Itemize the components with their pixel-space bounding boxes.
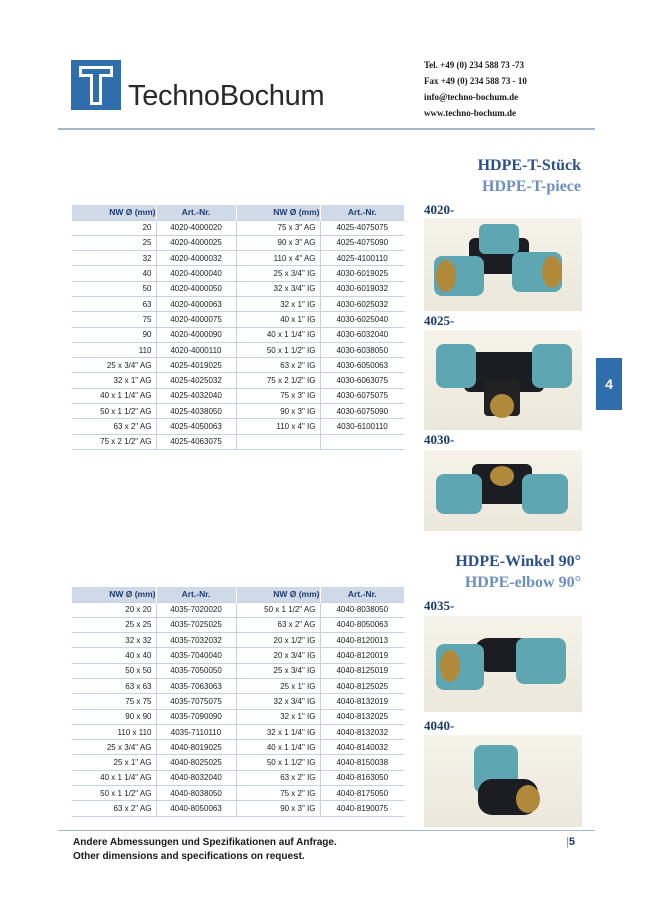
table-row bbox=[72, 724, 404, 739]
cell-nominal-size: 75 x 75 bbox=[72, 694, 156, 709]
contact-email[interactable]: info@techno-bochum.de bbox=[424, 92, 519, 102]
cell-article-number: 4035-7040040 bbox=[156, 648, 236, 663]
cell-article-number: 4035-7090090 bbox=[156, 709, 236, 724]
code-label-4035: 4035- bbox=[424, 598, 455, 613]
cell-article-number: 4040-8125025 bbox=[320, 678, 404, 693]
cell-nominal-size: 90 x 3" IG bbox=[236, 404, 320, 419]
cell-nominal-size: 50 x 1 1/2" AG bbox=[236, 602, 320, 617]
cell-nominal-size: 25 x 1" IG bbox=[236, 678, 320, 693]
cell-nominal-size: 75 x 2" IG bbox=[236, 786, 320, 801]
table-row bbox=[72, 251, 404, 266]
cell-article-number: 4030-6032040 bbox=[320, 327, 404, 342]
footer-note bbox=[73, 836, 337, 864]
cell-nominal-size: 25 bbox=[72, 235, 156, 250]
cell-nominal-size: 40 x 1 1/4" IG bbox=[236, 740, 320, 755]
col-header-nw: NW Ø (mm) bbox=[72, 587, 156, 602]
cell-nominal-size: 25 x 25 bbox=[72, 617, 156, 632]
cell-nominal-size: 32 x 3/4" IG bbox=[236, 281, 320, 296]
table-row bbox=[72, 755, 404, 770]
table-row bbox=[72, 786, 404, 801]
table-row bbox=[72, 740, 404, 755]
elbow-spec-table bbox=[72, 587, 404, 817]
code-label-4020: 4020- bbox=[424, 202, 455, 217]
cell-article-number: 4030-6038050 bbox=[320, 342, 404, 357]
cell-article-number: 4025-4075075 bbox=[320, 220, 404, 235]
code-label-4040: 4040- bbox=[424, 718, 455, 733]
cell-nominal-size: 110 x 110 bbox=[72, 724, 156, 739]
table-row bbox=[72, 220, 404, 235]
cell-article-number: 4030-6075090 bbox=[320, 404, 404, 419]
footer-note-en: Other dimensions and specifications on request. bbox=[73, 851, 305, 862]
cell-article-number: 4040-8140032 bbox=[320, 740, 404, 755]
table-row bbox=[72, 388, 404, 403]
cell-article-number: 4025-4050063 bbox=[156, 419, 236, 434]
tee-spec-table bbox=[72, 205, 404, 450]
cell-nominal-size: 75 x 2 1/2" AG bbox=[72, 434, 156, 449]
col-header-art: Art.-Nr. bbox=[320, 587, 404, 602]
table-row bbox=[72, 404, 404, 419]
cell-nominal-size: 63 x 2" AG bbox=[236, 617, 320, 632]
cell-nominal-size: 50 x 50 bbox=[72, 663, 156, 678]
col-header-art: Art.-Nr. bbox=[320, 205, 404, 220]
section2-title-en: HDPE-elbow 90° bbox=[464, 574, 581, 591]
cell-nominal-size: 25 x 3/4" IG bbox=[236, 663, 320, 678]
cell-article-number: 4040-8125019 bbox=[320, 663, 404, 678]
cell-article-number: 4025-4075090 bbox=[320, 235, 404, 250]
table-row bbox=[72, 358, 404, 373]
cell-nominal-size: 25 x 3/4" AG bbox=[72, 740, 156, 755]
footer-divider bbox=[58, 830, 595, 831]
cell-nominal-size: 40 x 1" IG bbox=[236, 312, 320, 327]
cell-article-number: 4025-4100110 bbox=[320, 251, 404, 266]
cell-nominal-size: 20 bbox=[72, 220, 156, 235]
table-header-row bbox=[72, 205, 404, 220]
section1-title-en: HDPE-T-piece bbox=[482, 178, 581, 195]
cell-nominal-size: 25 x 1" AG bbox=[72, 755, 156, 770]
cell-nominal-size: 50 x 1 1/2" IG bbox=[236, 755, 320, 770]
cell-article-number: 4030-6025032 bbox=[320, 296, 404, 311]
cell-nominal-size: 63 bbox=[72, 296, 156, 311]
table-row bbox=[72, 663, 404, 678]
cell-nominal-size: 32 x 32 bbox=[72, 633, 156, 648]
table-row bbox=[72, 373, 404, 388]
cell-article-number: 4025-4032040 bbox=[156, 388, 236, 403]
table-row bbox=[72, 419, 404, 434]
cell-nominal-size: 90 x 3" IG bbox=[236, 801, 320, 816]
cell-nominal-size bbox=[236, 434, 320, 449]
cell-nominal-size: 32 bbox=[72, 251, 156, 266]
cell-article-number: 4035-7020020 bbox=[156, 602, 236, 617]
table-row bbox=[72, 434, 404, 449]
contact-website[interactable]: www.techno-bochum.de bbox=[424, 108, 517, 118]
cell-article-number: 4020-4000110 bbox=[156, 342, 236, 357]
cell-nominal-size: 20 x 1/2" IG bbox=[236, 633, 320, 648]
cell-article-number: 4040-8038050 bbox=[320, 602, 404, 617]
cell-article-number bbox=[320, 434, 404, 449]
cell-article-number: 4030-6100110 bbox=[320, 419, 404, 434]
table-row bbox=[72, 633, 404, 648]
cell-article-number: 4040-8019025 bbox=[156, 740, 236, 755]
cell-article-number: 4030-6063075 bbox=[320, 373, 404, 388]
cell-article-number: 4030-6075075 bbox=[320, 388, 404, 403]
table-header-row bbox=[72, 587, 404, 602]
cell-article-number: 4020-4000020 bbox=[156, 220, 236, 235]
cell-nominal-size: 110 bbox=[72, 342, 156, 357]
table-row bbox=[72, 342, 404, 357]
cell-nominal-size: 63 x 63 bbox=[72, 678, 156, 693]
cell-nominal-size: 75 x 3" AG bbox=[236, 220, 320, 235]
cell-nominal-size: 32 x 1" AG bbox=[72, 373, 156, 388]
cell-nominal-size: 50 x 1 1/2" AG bbox=[72, 786, 156, 801]
col-header-art: Art.-Nr. bbox=[156, 205, 236, 220]
cell-article-number: 4040-8163050 bbox=[320, 770, 404, 785]
product-photo-tee-4020 bbox=[424, 218, 582, 311]
cell-article-number: 4040-8175050 bbox=[320, 786, 404, 801]
table-row bbox=[72, 648, 404, 663]
cell-article-number: 4035-7110110 bbox=[156, 724, 236, 739]
cell-article-number: 4040-8038050 bbox=[156, 786, 236, 801]
cell-nominal-size: 50 bbox=[72, 281, 156, 296]
cell-article-number: 4040-8050063 bbox=[320, 617, 404, 632]
table-row bbox=[72, 266, 404, 281]
table-row bbox=[72, 678, 404, 693]
section1-title-de: HDPE-T-Stück bbox=[477, 157, 581, 174]
table-row bbox=[72, 617, 404, 632]
cell-nominal-size: 25 x 3/4" IG bbox=[236, 266, 320, 281]
cell-nominal-size: 32 x 1" IG bbox=[236, 709, 320, 724]
header-divider bbox=[58, 128, 595, 130]
cell-article-number: 4040-8025025 bbox=[156, 755, 236, 770]
cell-article-number: 4040-8050063 bbox=[156, 801, 236, 816]
table-row bbox=[72, 327, 404, 342]
cell-nominal-size: 63 x 2" IG bbox=[236, 358, 320, 373]
table-row bbox=[72, 709, 404, 724]
page-number-value: 5 bbox=[568, 836, 575, 848]
cell-nominal-size: 75 bbox=[72, 312, 156, 327]
cell-nominal-size: 20 x 3/4" IG bbox=[236, 648, 320, 663]
cell-article-number: 4035-7063063 bbox=[156, 678, 236, 693]
cell-nominal-size: 40 bbox=[72, 266, 156, 281]
cell-nominal-size: 90 x 3" AG bbox=[236, 235, 320, 250]
contact-phone: Tel. +49 (0) 234 588 73 -73 bbox=[424, 60, 525, 70]
col-header-nw: NW Ø (mm) bbox=[236, 205, 320, 220]
footer-note-de: Andere Abmessungen und Spezifikationen auf Anfrage. bbox=[73, 837, 337, 848]
cell-article-number: 4040-8032040 bbox=[156, 770, 236, 785]
page-number: |5 bbox=[566, 836, 575, 848]
table-row bbox=[72, 312, 404, 327]
table-row bbox=[72, 694, 404, 709]
table-row bbox=[72, 235, 404, 250]
cell-article-number: 4025-4019025 bbox=[156, 358, 236, 373]
cell-article-number: 4020-4000025 bbox=[156, 235, 236, 250]
cell-article-number: 4030-6050063 bbox=[320, 358, 404, 373]
cell-article-number: 4040-8120019 bbox=[320, 648, 404, 663]
company-logo bbox=[71, 60, 121, 110]
cell-article-number: 4035-7075075 bbox=[156, 694, 236, 709]
cell-article-number: 4030-6019025 bbox=[320, 266, 404, 281]
cell-article-number: 4020-4000040 bbox=[156, 266, 236, 281]
cell-article-number: 4030-6025040 bbox=[320, 312, 404, 327]
cell-nominal-size: 63 x 2" AG bbox=[72, 801, 156, 816]
cell-nominal-size: 90 bbox=[72, 327, 156, 342]
cell-article-number: 4020-4000032 bbox=[156, 251, 236, 266]
cell-article-number: 4020-4000090 bbox=[156, 327, 236, 342]
product-photo-elbow-4040 bbox=[424, 735, 582, 827]
cell-article-number: 4040-8120013 bbox=[320, 633, 404, 648]
col-header-art: Art.-Nr. bbox=[156, 587, 236, 602]
cell-nominal-size: 40 x 40 bbox=[72, 648, 156, 663]
cell-article-number: 4040-8150038 bbox=[320, 755, 404, 770]
cell-nominal-size: 40 x 1 1/4" AG bbox=[72, 388, 156, 403]
cell-nominal-size: 50 x 1 1/2" IG bbox=[236, 342, 320, 357]
cell-article-number: 4035-7050050 bbox=[156, 663, 236, 678]
code-label-4025: 4025- bbox=[424, 313, 455, 328]
cell-article-number: 4035-7025025 bbox=[156, 617, 236, 632]
table-row bbox=[72, 602, 404, 617]
cell-nominal-size: 32 x 1 1/4" IG bbox=[236, 724, 320, 739]
cell-article-number: 4040-8132025 bbox=[320, 709, 404, 724]
cell-article-number: 4020-4000050 bbox=[156, 281, 236, 296]
contact-fax: Fax +49 (0) 234 588 73 - 10 bbox=[424, 76, 527, 86]
cell-article-number: 4020-4000075 bbox=[156, 312, 236, 327]
section2-title-de: HDPE-Winkel 90° bbox=[455, 553, 581, 570]
table-row bbox=[72, 801, 404, 816]
col-header-nw: NW Ø (mm) bbox=[236, 587, 320, 602]
cell-nominal-size: 75 x 2 1/2" IG bbox=[236, 373, 320, 388]
cell-nominal-size: 40 x 1 1/4" AG bbox=[72, 770, 156, 785]
cell-nominal-size: 110 x 4" AG bbox=[236, 251, 320, 266]
cell-nominal-size: 75 x 3" IG bbox=[236, 388, 320, 403]
cell-nominal-size: 40 x 1 1/4" IG bbox=[236, 327, 320, 342]
cell-nominal-size: 110 x 4" IG bbox=[236, 419, 320, 434]
cell-article-number: 4040-8132019 bbox=[320, 694, 404, 709]
cell-nominal-size: 32 x 3/4" IG bbox=[236, 694, 320, 709]
cell-article-number: 4030-6019032 bbox=[320, 281, 404, 296]
cell-article-number: 4020-4000063 bbox=[156, 296, 236, 311]
code-label-4030: 4030- bbox=[424, 432, 455, 447]
cell-nominal-size: 63 x 2" IG bbox=[236, 770, 320, 785]
product-photo-tee-4025 bbox=[424, 330, 582, 430]
contact-block bbox=[424, 57, 527, 121]
product-photo-tee-4030 bbox=[424, 450, 582, 531]
cell-article-number: 4025-4038050 bbox=[156, 404, 236, 419]
chapter-tab[interactable]: 4 bbox=[596, 358, 622, 410]
cell-article-number: 4035-7032032 bbox=[156, 633, 236, 648]
cell-article-number: 4025-4025032 bbox=[156, 373, 236, 388]
cell-nominal-size: 50 x 1 1/2" AG bbox=[72, 404, 156, 419]
table-row bbox=[72, 770, 404, 785]
cell-article-number: 4040-8132032 bbox=[320, 724, 404, 739]
cell-nominal-size: 25 x 3/4" AG bbox=[72, 358, 156, 373]
cell-nominal-size: 32 x 1" IG bbox=[236, 296, 320, 311]
table-row bbox=[72, 281, 404, 296]
cell-nominal-size: 63 x 2" AG bbox=[72, 419, 156, 434]
table-row bbox=[72, 296, 404, 311]
cell-nominal-size: 20 x 20 bbox=[72, 602, 156, 617]
cell-nominal-size: 90 x 90 bbox=[72, 709, 156, 724]
brand-name: TechnoBochum bbox=[128, 80, 325, 112]
cell-article-number: 4040-8190075 bbox=[320, 801, 404, 816]
product-photo-elbow-4035 bbox=[424, 616, 582, 712]
cell-article-number: 4025-4063075 bbox=[156, 434, 236, 449]
col-header-nw: NW Ø (mm) bbox=[72, 205, 156, 220]
